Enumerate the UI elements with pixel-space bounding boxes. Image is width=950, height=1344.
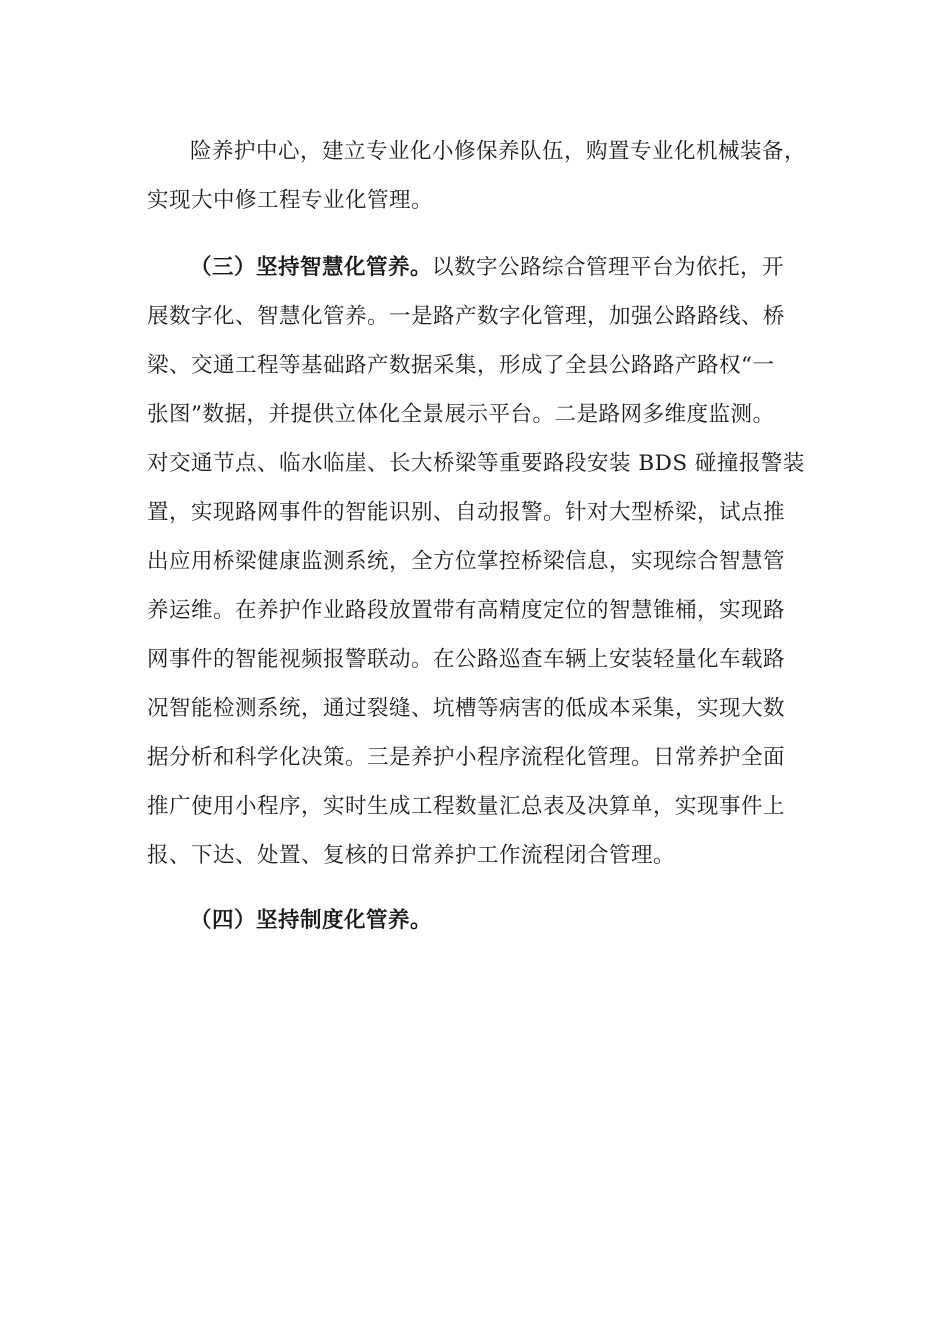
paragraph-2-line: 梁、交通工程等基础路产数据采集，形成了全县公路路产路权“一: [147, 353, 775, 378]
paragraph-1-line-2: 实现大中修工程专业化管理。: [147, 188, 434, 213]
paragraph-2-line: 展数字化、智慧化管养。一是路产数字化管理，加强公路路线、桥: [147, 304, 786, 329]
paragraph-2-line-1: [190, 253, 784, 283]
paragraph-2-line: 张图”数据，并提供立体化全景展示平台。二是路网多维度监测。: [147, 402, 775, 427]
paragraph-2-line: 据分析和科学化决策。三是养护小程序流程化管理。日常养护全面: [147, 745, 786, 770]
paragraph-2-line: 出应用桥梁健康监测系统，全方位掌控桥梁信息，实现综合智慧管: [147, 549, 786, 574]
paragraph-2-line: 推广使用小程序，实时生成工程数量汇总表及决算单，实现事件上: [147, 794, 786, 819]
paragraph-2-line: 置，实现路网事件的智能识别、自动报警。针对大型桥梁，试点推: [147, 500, 786, 525]
section-heading-4: （四）坚持制度化管养。: [190, 908, 433, 933]
paragraph-1-line-1: 险养护中心，建立专业化小修保养队伍，购置专业化机械装备，: [190, 139, 807, 164]
section-heading-3: （三）坚持智慧化管养。: [190, 255, 433, 280]
paragraph-2-line: 对交通节点、临水临崖、长大桥梁等重要路段安装 BDS 碰撞报警装: [147, 451, 805, 476]
paragraph-2-line: 养运维。在养护作业路段放置带有高精度定位的智慧锥桶，实现路: [147, 598, 786, 623]
paragraph-2-line: 报、下达、处置、复核的日常养护工作流程闭合管理。: [147, 843, 676, 868]
paragraph-2-line: 况智能检测系统，通过裂缝、坑槽等病害的低成本采集，实现大数: [147, 696, 786, 721]
paragraph-2-line: 网事件的智能视频报警联动。在公路巡查车辆上安装轻量化车载路: [147, 647, 786, 672]
paragraph-2-line-1-text: 以数字公路综合管理平台为依托，开: [432, 255, 785, 280]
